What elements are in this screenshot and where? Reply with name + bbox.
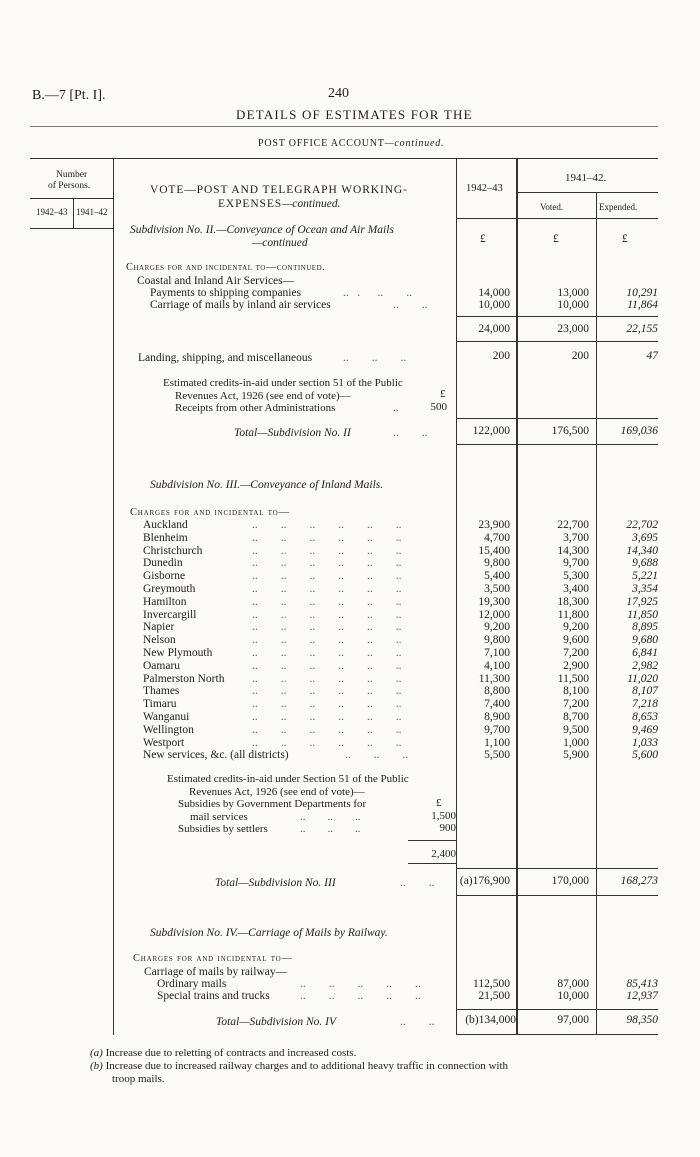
persons-year-a: 1942–43 bbox=[36, 207, 68, 217]
sub2-landing-voted: 200 bbox=[571, 350, 589, 362]
sub4-row-voted: 87,000 bbox=[557, 978, 589, 990]
sub3-row-dots: .. .. .. .. .. .. bbox=[252, 531, 402, 544]
sub3-row-label: Blenheim bbox=[143, 531, 188, 544]
sub3-row-est: 4,700 bbox=[484, 531, 510, 544]
sub3-row-dots: .. .. .. .. .. .. bbox=[252, 698, 402, 711]
sub4-row-dots: .. .. .. .. .. bbox=[300, 990, 421, 1002]
sub3-subsidies-settlers-dots: .. .. .. bbox=[300, 823, 361, 835]
sub2-receipts-label: Receipts from other Administrations bbox=[175, 402, 336, 414]
sub3-subsidies-gov-value: 1,500 bbox=[431, 810, 456, 822]
sub3-total-voted: 170,000 bbox=[551, 875, 589, 887]
sub2-total-exp: 169,036 bbox=[620, 425, 658, 437]
sub3-row-label: Nelson bbox=[143, 634, 176, 647]
sub3-row-dots: .. .. .. .. .. .. bbox=[252, 608, 402, 621]
sub4-row-label: Ordinary mails bbox=[157, 978, 227, 990]
sub3-row-label: Timaru bbox=[143, 698, 177, 711]
sub2-subtotal-rule bbox=[456, 316, 658, 317]
sub3-row-exp: 22,702 bbox=[626, 519, 658, 531]
sub3-row-est: 7,100 bbox=[484, 647, 510, 659]
sub2-landing-est: 200 bbox=[492, 350, 510, 362]
footnote-a bbox=[90, 1047, 356, 1059]
sub3-row-voted: 7,200 bbox=[563, 647, 589, 659]
sub3-row-dots: .. .. .. .. .. .. bbox=[252, 570, 402, 583]
sub2-total-voted: 176,500 bbox=[551, 425, 589, 437]
sub3-row-exp: 14,340 bbox=[626, 544, 658, 557]
sub3-row-dots: .. .. .. .. .. .. bbox=[252, 711, 402, 723]
sub3-row-exp: 3,354 bbox=[632, 583, 658, 595]
footnote-a-text: Increase due to reletting of contracts and increased costs. bbox=[105, 1047, 357, 1059]
sub2-heading-2: —continued bbox=[252, 237, 308, 249]
sub3-row-dots: .. .. .. .. .. .. bbox=[252, 685, 402, 698]
voted-right-divider bbox=[596, 192, 597, 1035]
vote-title-line-1: VOTE—POST AND TELEGRAPH WORKING- bbox=[150, 184, 408, 196]
sub3-row-label: Oamaru bbox=[143, 659, 181, 672]
sub2-receipts-dots: .. bbox=[393, 402, 399, 414]
sub3-row-est: 15,400 bbox=[478, 544, 510, 557]
footnote-a-mark: (a) bbox=[90, 1047, 103, 1059]
sub3-row-voted: 2,900 bbox=[563, 659, 589, 672]
sub3-row-label: Napier bbox=[143, 621, 175, 634]
sub3-row-voted: 3,700 bbox=[563, 531, 589, 544]
col-group-header: 1941–42. bbox=[565, 172, 607, 184]
sub2-row-label: Payments to shipping companies bbox=[150, 287, 302, 299]
sub2-row-exp: 11,864 bbox=[627, 299, 658, 311]
sub2-credits-2: Revenues Act, 1926 (see end of vote)— bbox=[175, 390, 351, 402]
sub3-row-voted: 1,000 bbox=[563, 736, 589, 749]
sub3-row-dots: .. .. .. .. .. .. bbox=[252, 736, 402, 749]
persons-header-2: of Persons. bbox=[48, 181, 91, 191]
sub2-total-label: Total—Subdivision No. II bbox=[234, 427, 351, 439]
sub3-row-exp: 7,218 bbox=[632, 698, 658, 711]
sub3-row-label: New Plymouth bbox=[143, 647, 213, 659]
sub3-row-dots: .. .. .. .. .. .. bbox=[252, 583, 402, 595]
sub3-row-est: 3,500 bbox=[484, 583, 510, 595]
sub3-row-label: Auckland bbox=[143, 519, 188, 531]
col-estimate-header: 1942–43 bbox=[466, 183, 503, 194]
sub3-row-exp: 5,221 bbox=[632, 570, 658, 583]
sub3-subsidies-settlers-value: 900 bbox=[439, 822, 456, 834]
sub2-credits-1: Estimated credits-in-aid under section 51 of the Public bbox=[163, 377, 403, 389]
page-title: DETAILS OF ESTIMATES FOR THE bbox=[236, 107, 473, 122]
sub3-total-dots: .. .. bbox=[400, 877, 435, 889]
sub4-row-exp: 85,413 bbox=[626, 978, 658, 990]
sub3-row-exp: 5,600 bbox=[632, 749, 658, 762]
sub2-landing-dots: .. .. .. bbox=[343, 352, 407, 364]
sub2-row-est: 10,000 bbox=[478, 299, 510, 311]
sub3-heading: Subdivision No. III.—Conveyance of Inland Mails. bbox=[150, 479, 384, 491]
persons-divider bbox=[113, 158, 114, 1035]
sub3-row-est: 5,400 bbox=[484, 570, 510, 583]
estimate-right-divider bbox=[516, 158, 518, 1035]
currency-estimate: £ bbox=[480, 233, 486, 245]
sub4-row-voted: 10,000 bbox=[557, 990, 589, 1002]
sub3-row-label: Hamilton bbox=[143, 595, 187, 608]
sub3-row-voted: 5,300 bbox=[563, 570, 589, 583]
sub3-row-est: 9,800 bbox=[484, 634, 510, 647]
sub3-row-est: 5,500 bbox=[484, 749, 510, 762]
sub3-subsidies-gov-dots: .. .. .. bbox=[300, 811, 361, 823]
sub2-row-label: Carriage of mails by inland air services bbox=[150, 299, 331, 311]
sub4-total-exp: 98,350 bbox=[626, 1014, 658, 1026]
sub3-row-exp: 11,850 bbox=[627, 608, 658, 621]
sub3-row-exp: 3,695 bbox=[632, 531, 658, 544]
estimate-left-divider bbox=[456, 158, 457, 1035]
page-subtitle bbox=[258, 138, 444, 149]
sub3-row-label: Thames bbox=[143, 685, 180, 698]
sub3-row-voted: 11,800 bbox=[557, 608, 589, 621]
sub3-row-voted: 9,500 bbox=[563, 723, 589, 736]
sub3-row-exp: 11,020 bbox=[627, 672, 658, 685]
sub3-total-rule bbox=[456, 868, 658, 869]
sub2-row-voted: 13,000 bbox=[557, 287, 589, 299]
sub3-row-label: New services, &c. (all districts) bbox=[143, 749, 289, 762]
sub3-row-dots: .. .. .. .. .. .. bbox=[252, 621, 402, 634]
sub3-row-exp: 6,841 bbox=[632, 647, 658, 659]
table-top-rule bbox=[30, 158, 658, 159]
footnote-b-mark: (b) bbox=[90, 1060, 103, 1072]
sub2-total-est: 122,000 bbox=[472, 425, 510, 437]
sub3-row-est: 4,100 bbox=[484, 659, 510, 672]
sub3-credits-rule bbox=[408, 840, 456, 841]
sub3-row-dots: .. .. .. .. .. .. bbox=[252, 519, 402, 531]
footnote-b bbox=[90, 1060, 508, 1072]
sub3-row-label: Westport bbox=[143, 736, 185, 749]
sub3-row-label: Wellington bbox=[143, 723, 194, 736]
sub2-landing-label: Landing, shipping, and miscellaneous bbox=[138, 352, 313, 364]
sub3-row-voted: 8,700 bbox=[563, 711, 589, 723]
sub3-subsidies-settlers: Subsidies by settlers bbox=[178, 823, 268, 835]
subtitle-continued: —continued. bbox=[384, 138, 445, 149]
sub3-row-dots: .. .. .. bbox=[345, 749, 409, 762]
sub3-row-label: Dunedin bbox=[143, 557, 183, 570]
sub3-row-est: 12,000 bbox=[478, 608, 510, 621]
title-rule bbox=[30, 126, 658, 127]
sub4-heading: Subdivision No. IV.—Carriage of Mails by Railway. bbox=[150, 927, 388, 939]
page-reference: B.—7 [Pt. I]. bbox=[32, 88, 106, 103]
sub3-row-voted: 14,300 bbox=[557, 544, 589, 557]
sub4-row-exp: 12,937 bbox=[626, 990, 658, 1002]
sub3-row-exp: 8,107 bbox=[632, 685, 658, 698]
sub3-row-exp: 9,680 bbox=[632, 634, 658, 647]
sub3-row-label: Palmerston North bbox=[143, 672, 225, 685]
sub3-row-dots: .. .. .. .. .. .. bbox=[252, 723, 402, 736]
sub3-row-est: 7,400 bbox=[484, 698, 510, 711]
footnote-b-text-1: Increase due to increased railway charges and to additional heavy traffic in connection with bbox=[105, 1060, 509, 1072]
sub3-row-dots: .. .. .. .. .. .. bbox=[252, 647, 402, 659]
sub3-row-est: 8,900 bbox=[484, 711, 510, 723]
sub3-row-voted: 18,300 bbox=[557, 595, 589, 608]
table-bottom-rule bbox=[456, 1034, 658, 1035]
sub3-row-voted: 7,200 bbox=[563, 698, 589, 711]
sub2-subtotal-est: 24,000 bbox=[478, 323, 510, 335]
sub2-credits-currency: £ bbox=[440, 388, 446, 400]
sub3-credits-rule-2 bbox=[408, 863, 456, 864]
sub3-subsidies-gov-2: mail services bbox=[190, 811, 248, 823]
sub3-row-exp: 17,925 bbox=[626, 595, 658, 608]
header-bottom-rule bbox=[456, 218, 658, 219]
sub4-total-dots: .. .. bbox=[400, 1016, 435, 1028]
sub2-total-rule bbox=[456, 418, 658, 419]
sub4-total-voted: 97,000 bbox=[557, 1014, 589, 1026]
col-expended-header: Expended. bbox=[599, 202, 638, 212]
year-group-rule bbox=[517, 192, 658, 193]
sub2-receipts-value: 500 bbox=[430, 401, 447, 413]
sub3-row-label: Gisborne bbox=[143, 570, 186, 583]
sub3-row-dots: .. .. .. .. .. .. bbox=[252, 595, 402, 608]
sub3-row-est: 19,300 bbox=[478, 595, 510, 608]
persons-header-rule bbox=[30, 198, 113, 199]
sub2-charges: Charges for and incidental to—continued. bbox=[126, 262, 326, 273]
persons-header-rule-2 bbox=[30, 228, 113, 229]
persons-header-1: Number bbox=[56, 170, 88, 180]
sub4-row-est: 112,500 bbox=[473, 978, 510, 990]
sub3-row-exp: 2,982 bbox=[632, 659, 658, 672]
sub3-row-est: 11,300 bbox=[478, 672, 510, 685]
sub4-total-label: Total—Subdivision No. IV bbox=[216, 1016, 337, 1028]
sub3-row-dots: .. .. .. .. .. .. bbox=[252, 544, 402, 557]
sub3-row-exp: 8,653 bbox=[632, 711, 658, 723]
sub2-coastal: Coastal and Inland Air Services— bbox=[137, 275, 295, 287]
sub3-row-exp: 1,033 bbox=[632, 736, 658, 749]
sub3-row-voted: 9,200 bbox=[563, 621, 589, 634]
sub3-charges: Charges for and incidental to— bbox=[130, 507, 290, 518]
sub4-row-est: 21,500 bbox=[478, 990, 510, 1002]
sub4-total-rule bbox=[456, 1009, 658, 1010]
sub3-total-est: (a)176,900 bbox=[459, 875, 510, 887]
currency-voted: £ bbox=[553, 233, 559, 245]
sub2-row-exp: 10,291 bbox=[626, 287, 658, 299]
sub3-row-exp: 8,895 bbox=[632, 621, 658, 634]
sub3-row-label: Invercargill bbox=[143, 608, 197, 621]
sub3-row-exp: 9,688 bbox=[632, 557, 658, 570]
sub4-carriage: Carriage of mails by railway— bbox=[144, 966, 288, 978]
col-voted-header: Voted. bbox=[540, 202, 564, 212]
sub3-credits-total: 2,400 bbox=[431, 848, 456, 860]
vote-title-continued: —continued. bbox=[282, 198, 341, 210]
sub3-row-dots: .. .. .. .. .. .. bbox=[252, 557, 402, 570]
sub4-row-label: Special trains and trucks bbox=[157, 990, 270, 1002]
sub3-total-exp: 168,273 bbox=[620, 875, 658, 887]
sub2-landing-exp: 47 bbox=[646, 350, 658, 362]
sub3-row-voted: 11,500 bbox=[557, 672, 589, 685]
sub3-credits-2: Revenues Act, 1926 (see end of vote)— bbox=[189, 786, 365, 798]
sub2-row-voted: 10,000 bbox=[557, 299, 589, 311]
sub2-subtotal-voted: 23,000 bbox=[557, 323, 589, 335]
sub3-row-voted: 9,600 bbox=[563, 634, 589, 647]
sub3-row-dots: .. .. .. .. .. .. bbox=[252, 659, 402, 672]
vote-title-expenses: EXPENSES bbox=[218, 198, 283, 210]
currency-expended: £ bbox=[622, 233, 628, 245]
footnote-b-text-2: troop mails. bbox=[112, 1073, 165, 1085]
sub3-row-voted: 3,400 bbox=[563, 583, 589, 595]
sub3-row-est: 1,100 bbox=[484, 736, 510, 749]
sub3-row-est: 23,900 bbox=[478, 519, 510, 531]
sub3-row-est: 9,700 bbox=[484, 723, 510, 736]
sub3-row-label: Christchurch bbox=[143, 544, 203, 557]
sub2-row-est: 14,000 bbox=[478, 287, 510, 299]
sub2-subtotal-exp: 22,155 bbox=[626, 323, 658, 335]
sub3-row-voted: 8,100 bbox=[563, 685, 589, 698]
sub3-total-label: Total—Subdivision No. III bbox=[215, 877, 336, 889]
sub2-row-dots: .. . .. .. bbox=[343, 287, 412, 299]
sub2-total-dots: .. .. bbox=[393, 427, 428, 439]
sub2-row-dots: .. .. bbox=[393, 299, 428, 311]
sub2-heading-1: Subdivision No. II.—Conveyance of Ocean and Air Mails bbox=[130, 224, 394, 236]
sub3-row-label: Wanganui bbox=[143, 711, 190, 723]
persons-year-b: 1941–42 bbox=[76, 207, 108, 217]
sub3-row-voted: 22,700 bbox=[557, 519, 589, 531]
sub3-row-est: 9,800 bbox=[484, 557, 510, 570]
vote-title-line-2 bbox=[218, 198, 341, 210]
sub3-row-dots: .. .. .. .. .. .. bbox=[252, 672, 402, 685]
sub3-credits-currency: £ bbox=[436, 797, 442, 809]
sub3-row-voted: 5,900 bbox=[563, 749, 589, 762]
sub3-total-rule-2 bbox=[456, 895, 658, 896]
sub3-row-est: 9,200 bbox=[484, 621, 510, 634]
sub3-row-exp: 9,469 bbox=[632, 723, 658, 736]
sub3-row-voted: 9,700 bbox=[563, 557, 589, 570]
persons-mid-divider bbox=[73, 198, 74, 228]
sub3-row-est: 8,800 bbox=[484, 685, 510, 698]
page-number: 240 bbox=[328, 86, 349, 101]
sub3-row-dots: .. .. .. .. .. .. bbox=[252, 634, 402, 647]
sub4-charges: Charges for and incidental to— bbox=[133, 953, 293, 964]
sub2-subtotal-rule-2 bbox=[456, 341, 658, 342]
sub3-row-label: Greymouth bbox=[143, 583, 196, 595]
sub3-subsidies-gov-1: Subsidies by Government Departments for bbox=[178, 798, 367, 810]
sub3-credits-1: Estimated credits-in-aid under Section 51 of the Public bbox=[167, 773, 409, 785]
subtitle-main: POST OFFICE ACCOUNT bbox=[258, 138, 385, 149]
sub4-row-dots: .. .. .. .. .. bbox=[300, 978, 421, 990]
sub2-total-rule-2 bbox=[456, 444, 658, 445]
sub4-total-est: (b)134,000 bbox=[465, 1014, 516, 1026]
